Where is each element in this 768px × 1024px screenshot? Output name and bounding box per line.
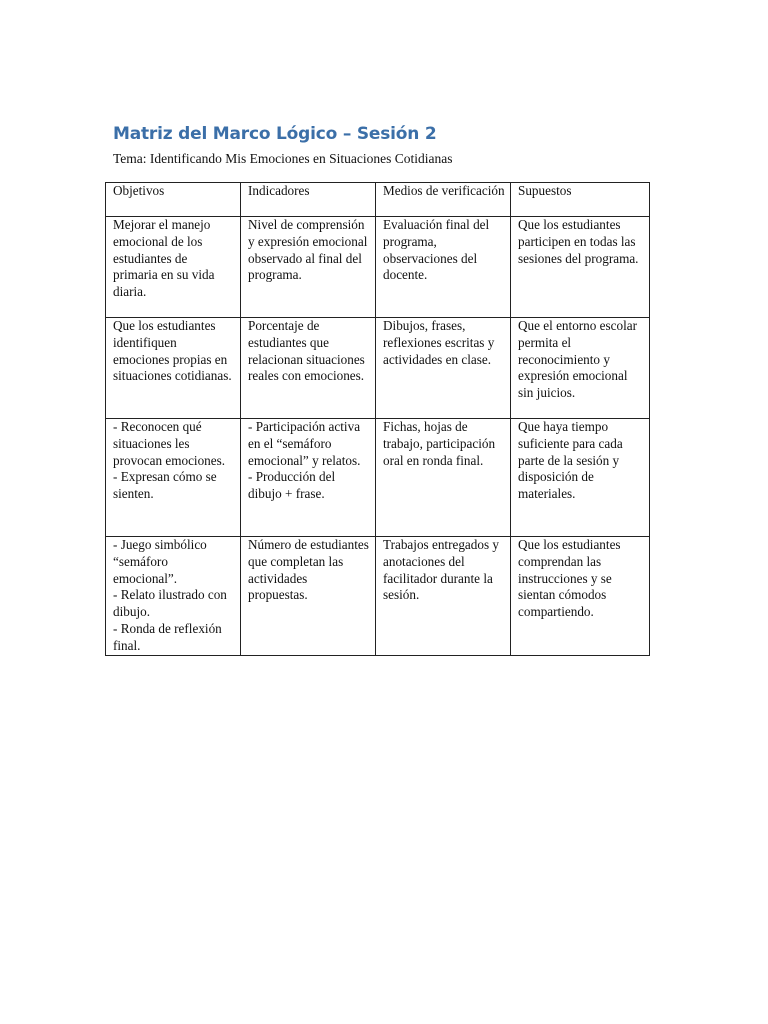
table-row [106,419,650,537]
cell-indicador [241,419,376,537]
cell-text: - Juego simbólico “semáforo emocional”. [113,537,207,586]
header-medios-de-verificacion: Medios de verificación [376,183,511,217]
cell-indicador [241,537,376,656]
cell-text: - Reconocen qué situaciones les provocan emociones. [113,419,226,468]
cell-text: Trabajos entregados y anotaciones del facilitador durante la sesión. [383,537,499,603]
cell-text: - Ronda de reflexión final. [113,620,222,653]
cell-objetivo [106,537,241,656]
cell-indicador [241,318,376,419]
cell-objetivo [106,217,241,318]
cell-text: - Producción del dibujo + frase. [248,469,336,502]
cell-text: Dibujos, frases, reflexiones escritas y actividades en clase. [383,318,495,367]
table-header-row [106,183,650,217]
cell-text: - Participación activa en el “semáforo emocional” y relatos. [248,419,361,468]
table-row [106,217,650,318]
cell-supuesto [511,537,650,656]
header-supuestos: Supuestos [511,183,650,217]
cell-text: Fichas, hojas de trabajo, participación oral en ronda final. [383,419,496,468]
cell-objetivo [106,318,241,419]
page-subtitle: Tema: Identificando Mis Emociones en Situaciones Cotidianas [113,151,453,166]
cell-supuesto [511,217,650,318]
cell-text: Mejorar el manejo emocional de los estudiantes de primaria en su vida diaria. [113,217,215,300]
table-row [106,537,650,656]
cell-text: Que los estudiantes comprendan las instrucciones y se sientan cómodos compartiendo. [518,537,621,620]
header-objetivos: Objetivos [106,183,241,217]
cell-indicador [241,217,376,318]
cell-supuesto [511,419,650,537]
cell-text: Número de estudiantes que completan las actividades propuestas. [248,537,369,603]
cell-text: Que los estudiantes identifiquen emociones propias en situaciones cotidianas. [113,318,232,384]
cell-medio [376,537,511,656]
cell-medio [376,419,511,537]
cell-text: Que el entorno escolar permita el reconocimiento y expresión emocional sin juicios. [518,318,638,401]
page-title: Matriz del Marco Lógico – Sesión 2 [113,124,437,144]
cell-medio [376,217,511,318]
cell-text: Que los estudiantes participen en todas las sesiones del programa. [518,217,639,266]
cell-medio [376,318,511,419]
cell-text: Nivel de comprensión y expresión emocional observado al final del programa. [248,217,368,283]
logical-framework-table [105,182,650,656]
table-row [106,318,650,419]
header-indicadores: Indicadores [241,183,376,217]
cell-text: - Relato ilustrado con dibujo. [113,587,227,620]
cell-objetivo [106,419,241,537]
cell-text: Evaluación final del programa, observaciones del docente. [383,217,490,283]
cell-text: - Expresan cómo se sienten. [113,469,217,502]
cell-text: Que haya tiempo suficiente para cada parte de la sesión y disposición de materiales. [518,419,623,502]
cell-supuesto [511,318,650,419]
cell-text: Porcentaje de estudiantes que relacionan situaciones reales con emociones. [248,318,365,384]
